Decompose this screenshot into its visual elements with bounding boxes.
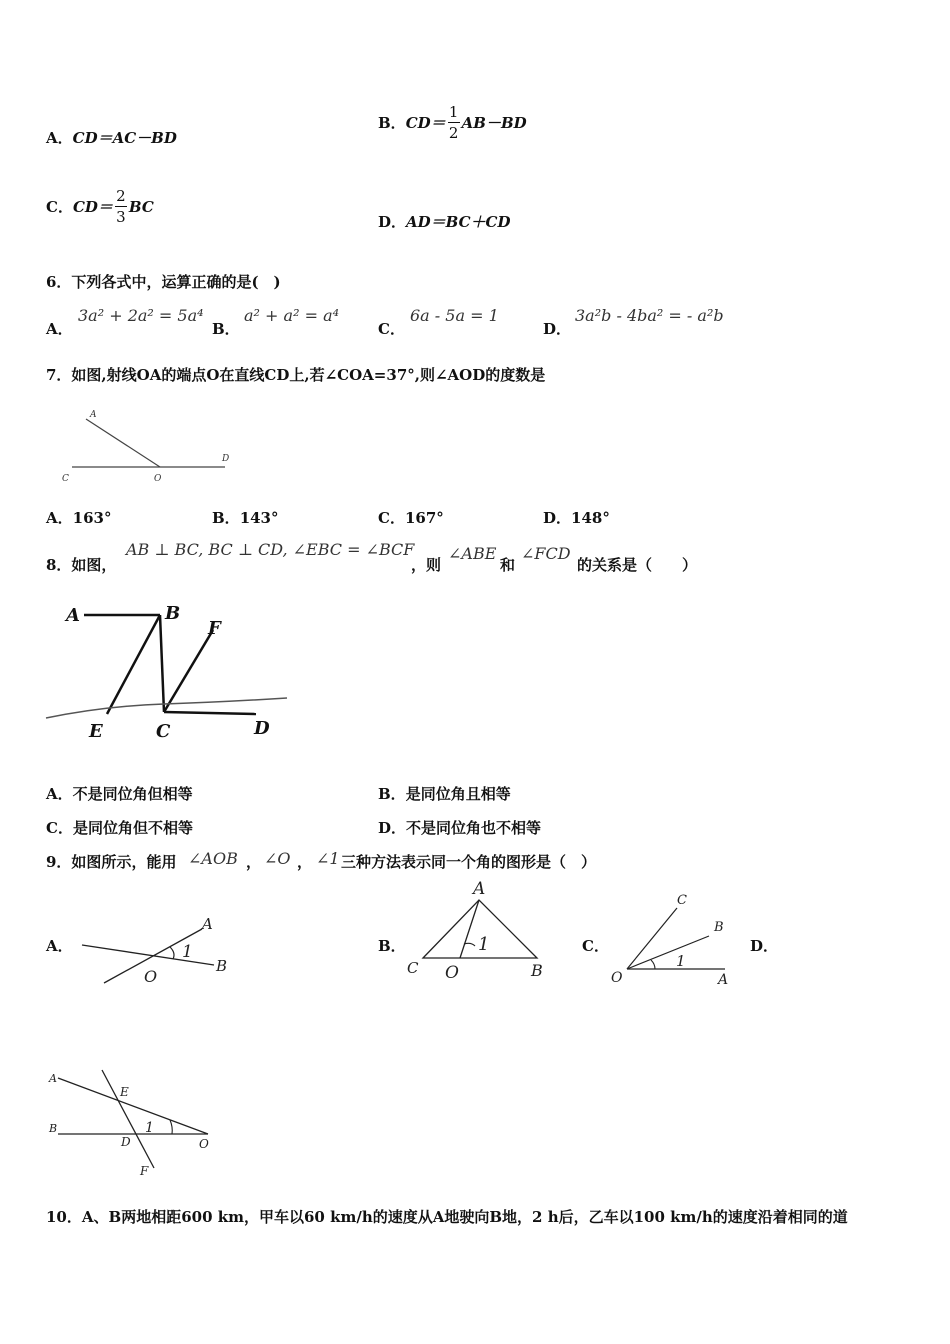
option-label: B． <box>378 114 406 132</box>
numerator: 1 <box>448 103 459 121</box>
numerator: 2 <box>116 187 126 205</box>
q8-option-b <box>378 783 511 804</box>
segment-cd <box>164 712 256 714</box>
option-label: A． <box>46 509 73 527</box>
q8-option-d <box>378 817 541 838</box>
segment-ao <box>460 900 479 958</box>
label-a: A <box>473 879 486 899</box>
fraction <box>115 186 127 227</box>
label-o: O <box>611 970 623 986</box>
label-a: A <box>90 410 97 420</box>
label-1: 1 <box>145 1120 154 1136</box>
q9-figure-a <box>74 915 234 990</box>
q8-suffix: 的关系是（ ） <box>577 556 698 574</box>
option-expr-pre: CD＝ <box>72 198 113 216</box>
label-b: B <box>216 957 228 975</box>
q5-option-c <box>46 186 154 227</box>
label-c: C <box>62 474 69 484</box>
label-d: D <box>121 1135 131 1149</box>
q7-figure <box>60 405 250 485</box>
option-expr: CD＝AC－BD <box>72 129 177 147</box>
q7-option-c <box>378 507 444 528</box>
ray-oc <box>627 908 677 969</box>
label-a: A <box>49 1072 57 1085</box>
option-label: C． <box>46 198 73 216</box>
q7-option-d <box>543 507 610 528</box>
denominator: 3 <box>116 208 126 226</box>
q6-option-b-expr: a² + a² = a⁴ <box>244 306 340 325</box>
option-expr: AD＝BC＋CD <box>406 213 511 231</box>
segment-bc <box>160 615 164 712</box>
option-label: C． <box>46 819 73 837</box>
q8-figure <box>44 602 294 742</box>
fraction <box>448 102 460 143</box>
q9-suffix: 三种方法表示同一个角的图形是（ ） <box>341 853 597 871</box>
ray-ob <box>627 936 709 969</box>
q7-stem: 7．如图,射线OA的端点O在直线CD上,若∠COA=37°,则∠AOD的度数是 <box>46 366 546 384</box>
label-e: E <box>89 721 103 742</box>
q6-option-a <box>46 318 73 339</box>
q8-condition: AB ⊥ BC, BC ⊥ CD, ∠EBC = ∠BCF <box>126 540 415 559</box>
label-o: O <box>445 963 459 983</box>
q6-option-d <box>543 318 571 339</box>
option-value: 163° <box>72 509 112 527</box>
q5-option-b <box>378 102 527 143</box>
label-b: B <box>49 1122 58 1135</box>
q9-option-d-label: D． <box>750 937 779 955</box>
q7-option-b <box>212 507 279 528</box>
segment-cf <box>164 630 213 712</box>
option-expr-post: BC <box>128 197 154 216</box>
q9-notation-3: ∠1 <box>316 849 340 868</box>
option-text: 不是同位角但相等 <box>72 785 193 803</box>
label-f: F <box>140 1164 149 1178</box>
q8-angle2: ∠FCD <box>521 544 571 563</box>
label-a: A <box>202 915 213 933</box>
q6-option-c-expr: 6a - 5a = 1 <box>410 306 499 325</box>
q8-and: 和 <box>500 556 516 574</box>
q6-option-b <box>212 318 240 339</box>
q10-stem: 10．A、B两地相距600 km，甲车以60 km/h的速度从A地驶向B地，2 h后，乙车以100 km/h的速度沿着相同的道 <box>46 1208 848 1226</box>
q5-option-d <box>378 211 511 232</box>
angle-arc <box>651 960 655 969</box>
option-label: D． <box>543 509 572 527</box>
option-text: 不是同位角也不相等 <box>406 819 542 837</box>
ray-oa <box>86 419 160 467</box>
label-c: C <box>156 721 171 742</box>
option-text: 是同位角且相等 <box>405 785 511 803</box>
q9-figure-b <box>405 878 555 983</box>
angle-arc <box>464 943 475 946</box>
option-label: B． <box>212 509 240 527</box>
q9-sep-2: ， <box>297 853 313 871</box>
q5-option-a <box>46 127 177 148</box>
option-value: 143° <box>239 509 279 527</box>
option-label: A． <box>46 785 73 803</box>
q9-notation-1: ∠AOB <box>188 849 238 868</box>
option-label: A． <box>46 320 73 338</box>
label-a: A <box>66 605 80 626</box>
q7-option-a <box>46 507 111 528</box>
line-ao <box>58 1078 208 1134</box>
angle-arc <box>170 947 174 959</box>
option-label: D． <box>543 320 572 338</box>
label-e: E <box>120 1085 129 1099</box>
q8-option-c <box>46 817 193 838</box>
q9-option-a-label: A． <box>46 937 73 955</box>
option-label: B． <box>212 320 240 338</box>
label-a: A <box>718 972 729 988</box>
q8-comma-then: ，则 <box>411 556 442 574</box>
q6-option-a-expr: 3a² + 2a² = 5a⁴ <box>78 306 204 325</box>
label-o: O <box>144 967 158 986</box>
option-label: C． <box>378 509 405 527</box>
q8-stem-prefix: 8．如图， <box>46 556 117 574</box>
label-1: 1 <box>478 934 490 955</box>
label-d: D <box>254 718 270 739</box>
option-label: D． <box>378 819 407 837</box>
line-ob <box>82 945 214 965</box>
angle-arc <box>170 1120 172 1134</box>
q6-option-c <box>378 318 405 339</box>
label-o: O <box>154 474 162 484</box>
q9-notation-2: ∠O <box>264 849 291 868</box>
label-o: O <box>199 1137 209 1151</box>
q8-option-a <box>46 783 193 804</box>
option-expr-pre: CD＝ <box>405 114 446 132</box>
q6-option-d-expr: 3a²b - 4ba² = - a²b <box>575 306 724 325</box>
option-value: 148° <box>571 509 610 527</box>
q9-stem-prefix: 9．如图所示，能用 <box>46 853 177 871</box>
label-1: 1 <box>182 942 193 962</box>
option-expr-post: AB－BD <box>461 114 527 132</box>
q9-option-c-label: C． <box>582 937 609 955</box>
label-b: B <box>165 603 181 624</box>
q9-option-b-label: B． <box>378 937 406 955</box>
option-label: D． <box>378 213 407 231</box>
denominator: 2 <box>448 124 459 142</box>
segment-be <box>107 615 160 714</box>
q9-figure-d <box>44 1064 224 1179</box>
option-label: B． <box>378 785 406 803</box>
label-1: 1 <box>676 952 686 970</box>
q9-sep-1: ， <box>246 853 262 871</box>
label-d: D <box>222 454 230 464</box>
q8-angle1: ∠ABE <box>448 544 497 563</box>
label-c: C <box>407 959 419 977</box>
option-label: A． <box>46 129 73 147</box>
label-b: B <box>531 961 543 980</box>
q9-figure-c <box>607 890 742 990</box>
label-b: B <box>714 920 724 935</box>
option-value: 167° <box>404 509 444 527</box>
option-text: 是同位角但不相等 <box>72 819 193 837</box>
label-c: C <box>677 893 687 908</box>
label-f: F <box>208 618 221 639</box>
q6-stem: 6．下列各式中，运算正确的是( ) <box>46 273 281 291</box>
option-label: C． <box>378 320 405 338</box>
